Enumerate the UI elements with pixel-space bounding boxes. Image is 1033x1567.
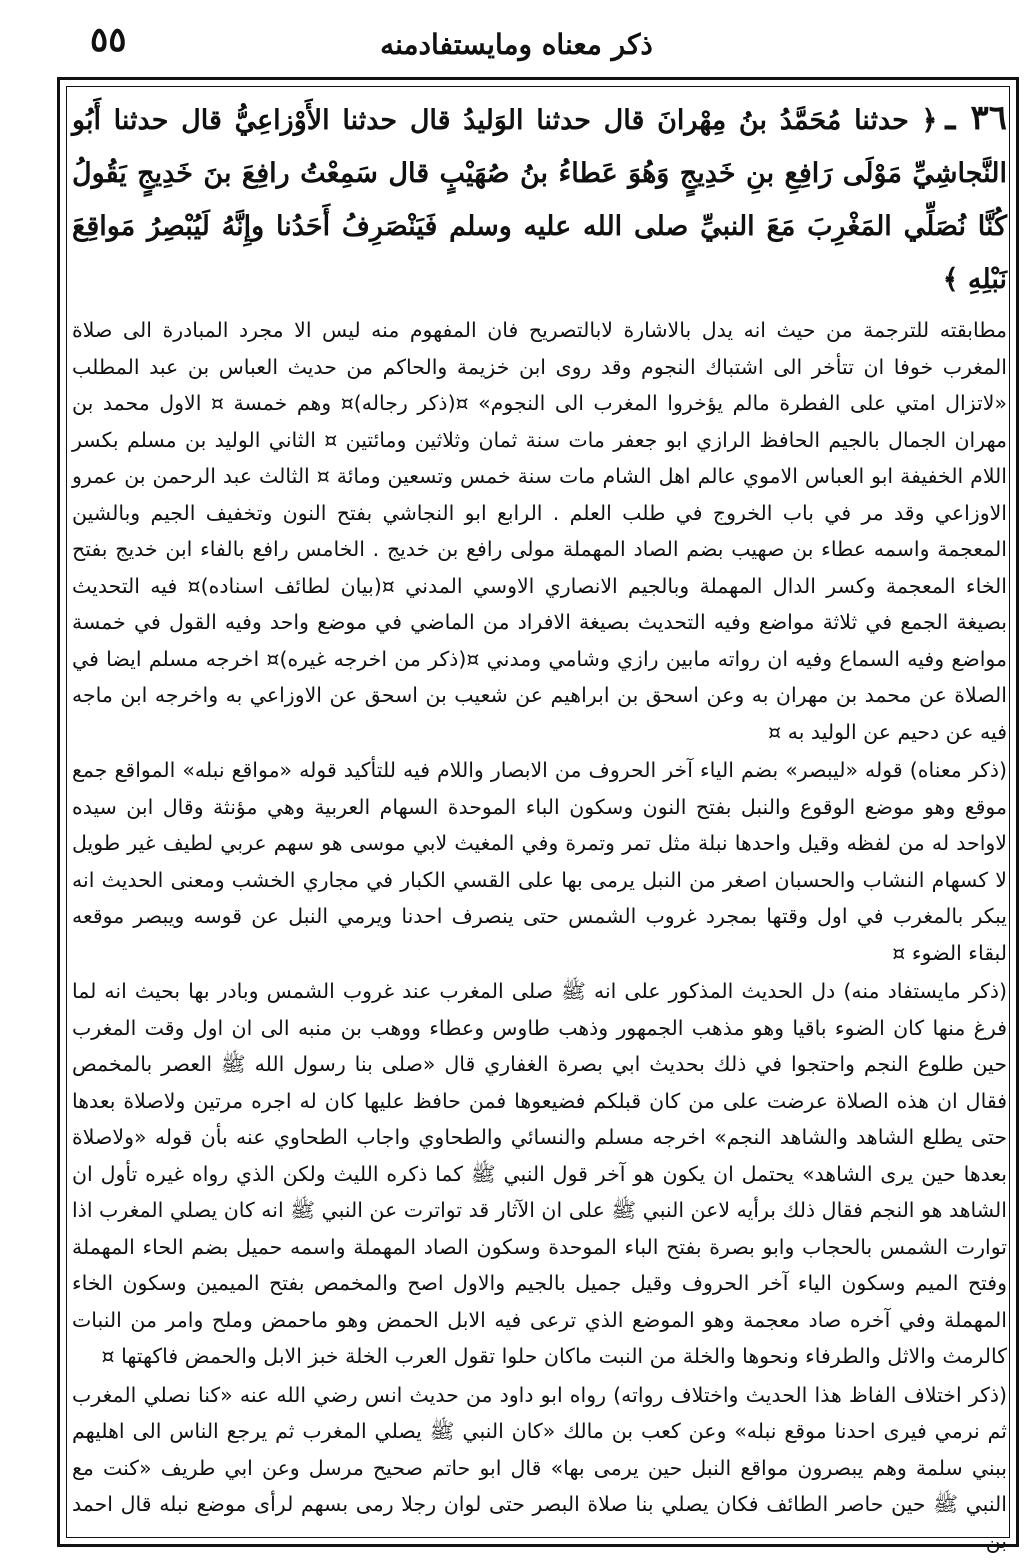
commentary-paragraph: (ذكر معناه) قوله «ليبصر» بضم الياء آخر الحروف من الابصار واللام فيه للتأكيد قوله «مواقع نبله» المواقع جمع موقع وهو موضع الوقوع والنبل بفتح النون وسكون الباء الموحدة السهام العربية وهي مؤنثة وقال ابن سيده لاواحد له من لفظه وقيل واحدها نبلة مثل تمر وتمرة وفي المغيث لابي موسى هو سهم عربي لطيف غير طويل لا كسهام النشاب والحسبان اصغر من النبل يرمى بها على القسي الكبار في مجاري الخشب ومعنى الحديث انه يبكر بالمغرب في اول وقتها بمجرد غروب الشمس حتى ينصرف احدنا ويرمي النبل عن قوسه ويبصر موقعه لبقاء الضوء ¤	[72, 758, 1007, 965]
running-title: ذكر معناه ومايستفادمنه	[380, 28, 653, 61]
commentary-paragraph: مطابقته للترجمة من حيث انه يدل بالاشارة لابالتصريح فان المفهوم منه ليس الا مجرد المبادرة الى صلاة المغرب خوفا ان تتأخر الى اشتباك النجوم وقد روى ابن خزيمة والحاكم من حديث العباس بن عبد المطلب «لاتزال امتي على الفطرة مالم يؤخروا المغرب الى النجوم» ¤(ذكر رجاله)¤ وهم خمسة ¤ الاول محمد بن مهران الجمال بالجيم الحافظ الرازي ابو جعفر مات سنة ثمان وثلاثين ومائتين ¤ الثاني الوليد بن مسلم بكسر اللام الخفيفة ابو العباس الاموي عالم اهل الشام مات سنة خمس وتسعين ومائة ¤ الثالث عبد الرحمن بن عمرو الاوزاعي وقد مر في باب الخروج في طلب العلم . الرابع ابو النجاشي بفتح النون وتخفيف الجيم وبالشين المعجمة واسمه عطاء بن صهيب بضم الصاد المهملة مولى رافع بن خديج . الخامس رافع بالفاء ابن خديج بفتح الخاء المعجمة وكسر الدال المهملة وبالجيم الانصاري الاوسي المدني ¤(بيان لطائف اسناده)¤ فيه التحديث بصيغة الجمع في ثلاثة مواضع وفيه التحديث بصيغة الافراد من الماضي في موضع واحد وفيه القول في خمسة مواضع وفيه السماع وفيه ان رواته مابين رازي وشامي ومدني ¤(ذكر من اخرجه غيره)¤ اخرجه مسلم ايضا في الصلاة عن محمد بن مهران به وعن اسحق بن ابراهيم عن شعيب بن اسحق عن الاوزاعي به واخرجه ابن ماجه فيه عن دحيم عن الوليد به ¤	[72, 318, 1007, 744]
page-number: ٥٥	[90, 20, 127, 60]
hadith-text	[72, 92, 1007, 306]
commentary-paragraph: (ذكر مايستفاد منه) دل الحديث المذكور على انه ﷺ صلى المغرب عند غروب الشمس وبادر بها بحيث انه لما فرغ منها كان الضوء باقيا وهو مذهب الجمهور وذهب طاوس وعطاء ووهب بن منبه الى ان اول وقت المغرب حين طلوع النجم واحتجوا في ذلك بحديث ابي بصرة الغفاري قال «صلى بنا رسول الله ﷺ العصر بالمخمص فقال ان هذه الصلاة عرضت على من كان قبلكم فضيعوها فمن حافظ عليها كان له اجره مرتين ولاصلاة بعدها حتى يطلع الشاهد والشاهد النجم» اخرجه مسلم والنسائي والطحاوي واجاب الطحاوي عنه بأن قوله «ولاصلاة بعدها حين يرى الشاهد» يحتمل ان يكون هو آخر قول النبي ﷺ كما ذكره الليث ولكن الذي رواه غيره تأول ان الشاهد هو النجم فقال ذلك برأيه لاعن النبي ﷺ على ان الآثار قد تواترت عن النبي ﷺ انه كان يصلي المغرب اذا توارت الشمس بالحجاب وابو بصرة بفتح الباء الموحدة وسكون الصاد المهملة واسمه حميل بضم الحاء المهملة وفتح الميم وسكون الياء آخر الحروف وقيل جميل بالجيم والاول اصح والمخمص بفتح الميمين وسكون الخاء المهملة وفي آخره صاد معجمة وهو الموضع الذي ترعى فيه الابل الحمض وهو ماحمض وملح وامر من النبات كالرمث والاثل والطرفاء ونحوها والخلة من النبت ماكان حلوا تقول العرب الخلة خبز الابل والحمض فاكهتها ¤	[72, 979, 1007, 1368]
page-header	[60, 20, 973, 70]
hadith-body: ﴿ حدثنا مُحَمَّدُ بنُ مِهْرانَ قال حدثنا الوَليدُ قال حدثنا الأَوْزاعِيُّ قال حدثنا أَبُو النَّجاشِيِّ مَوْلَى رَافِعِ بنِ خَدِيجٍ وَهُوَ عَطاءُ بنُ صُهَيْبٍ قال سَمِعْتُ رافِعَ بنَ خَدِيجٍ يَقُولُ كُنَّا نُصَلِّي المَغْرِبَ مَعَ النبيِّ صلى الله عليه وسلم فَيَنْصَرِفُ أَحَدُنا وإِنَّهُ لَيُبْصِرُ مَواقِعَ نَبْلِهِ ﴾	[72, 105, 1007, 295]
hadith-number: ٣٦ ـ	[945, 98, 1007, 138]
commentary-paragraph: (ذكر اختلاف الفاظ هذا الحديث واختلاف رواته) رواه ابو داود من حديث انس رضي الله عنه «كنا نصلي المغرب ثم نرمي فيرى احدنا موقع نبله» وعن كعب بن مالك «كان النبي ﷺ يصلي المغرب ثم يرجع الناس الى اهليهم ببني سلمة وهم يبصرون مواقع النبل حين يرمى بها» قال ابو حاتم صحيح مرسل وعن ابي طريف «كنت مع النبي ﷺ حين حاصر الطائف فكان يصلي بنا صلاة البصر حتى لوان رجلا رمى بسهم لرأى موضع نبله قال احمد بن	[72, 1382, 1007, 1553]
page-body	[72, 92, 1007, 1553]
